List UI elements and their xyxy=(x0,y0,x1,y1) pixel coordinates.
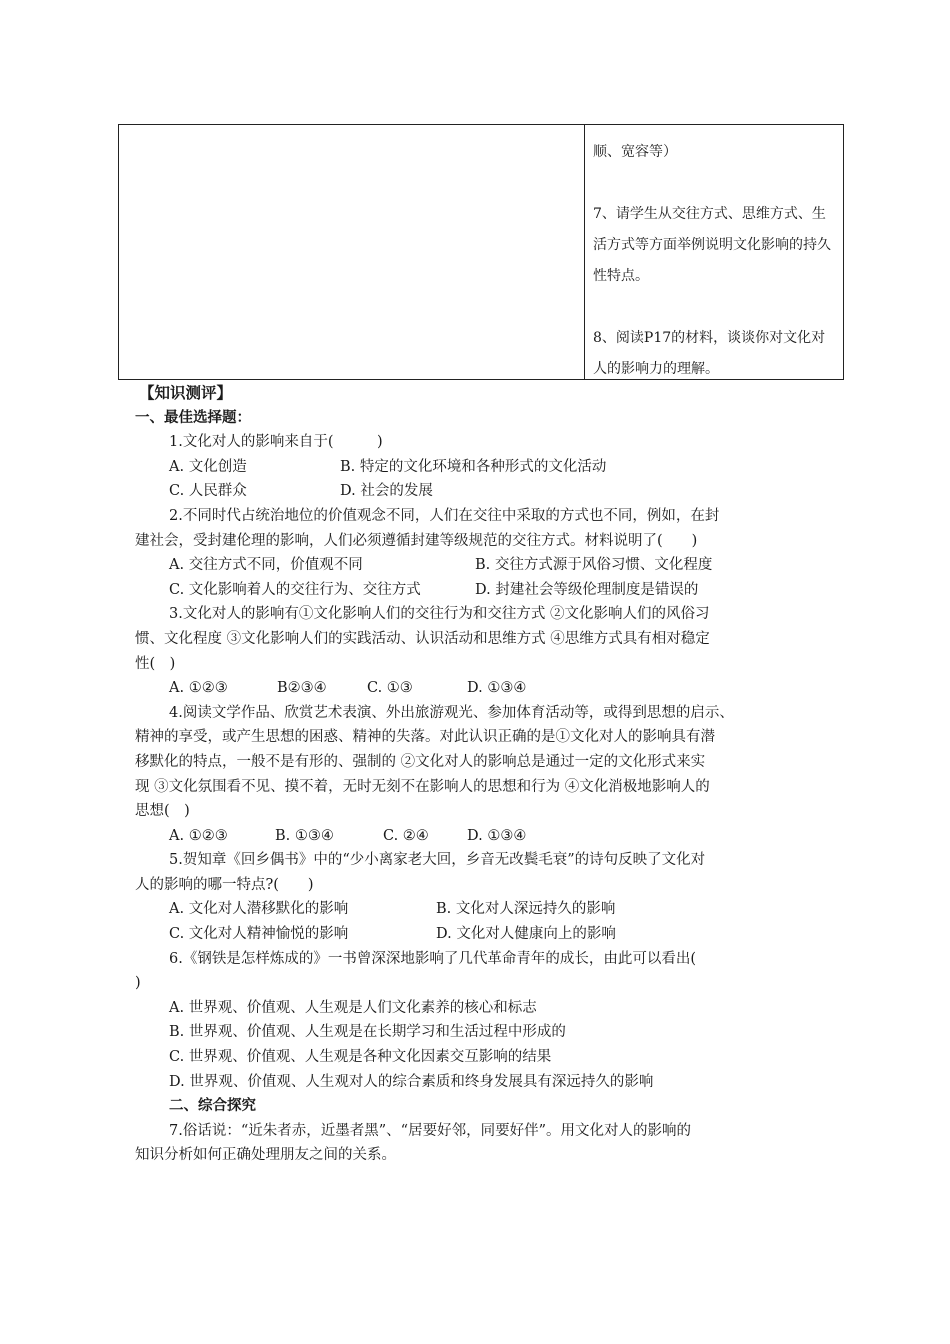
q5-option-d: D. 文化对人健康向上的影响 xyxy=(436,926,616,943)
assessment-section xyxy=(135,381,825,1168)
question-3-stem-line1: 3.文化对人的影响有①文化影响人们的交往行为和交往方式 ②文化影响人们的风俗习 xyxy=(169,606,710,623)
question-6-stem-line1: 6.《钢铁是怎样炼成的》一书曾深深地影响了几代革命青年的成长，由此可以看出( xyxy=(169,950,696,967)
question-4-stem-line2: 精神的享受，或产生思想的困惑、精神的失落。对此认识正确的是①文化对人的影响具有潜 xyxy=(135,729,715,746)
question-3-stem-line2: 惯、文化程度 ③文化影响人们的实践活动、认识活动和思维方式 ④思维方式具有相对稳定 xyxy=(135,630,710,647)
question-6-stem-line2: ) xyxy=(135,975,141,992)
question-5-stem-line2: 人的影响的哪一特点?( ) xyxy=(135,876,314,893)
q1-option-a: A. 文化创造 xyxy=(169,458,247,475)
q5-option-a: A. 文化对人潜移默化的影响 xyxy=(169,901,349,918)
question-7-stem-line2: 知识分析如何正确处理朋友之间的关系。 xyxy=(135,1147,396,1164)
question-2-options-row2 xyxy=(135,578,825,603)
q6-option-a: A. 世界观、价值观、人生观是人们文化素养的核心和标志 xyxy=(169,999,537,1016)
question-2-stem-line1: 2.不同时代占统治地位的价值观念不同，人们在交往中采取的方式也不同，例如，在封 xyxy=(169,507,720,524)
q2-option-a: A. 交往方式不同，价值观不同 xyxy=(169,557,363,574)
q1-option-b: B. 特定的文化环境和各种形式的文化活动 xyxy=(340,458,607,475)
q2-option-b: B. 交往方式源于风俗习惯、文化程度 xyxy=(475,557,713,574)
q6-option-b: B. 世界观、价值观、人生观是在长期学习和生活过程中形成的 xyxy=(169,1024,566,1041)
cell-text-line1: 顺、宽容等） xyxy=(593,144,677,160)
question-3-options xyxy=(135,676,825,701)
q5-option-b: B. 文化对人深远持久的影响 xyxy=(436,901,616,918)
part2-title: 二、综合探究 xyxy=(169,1098,256,1115)
q6-option-d: D. 世界观、价值观、人生观对人的综合素质和终身发展具有深远持久的影响 xyxy=(169,1073,654,1090)
q3-option-c: C. ①③ xyxy=(367,680,413,697)
question-4-stem-line4: 现 ③文化氛围看不见、摸不着，无时无刻不在影响人的思想和行为 ④文化消极地影响人的 xyxy=(135,778,710,795)
q4-option-a: A. ①②③ xyxy=(169,827,228,844)
q3-option-d: D. ①③④ xyxy=(467,680,527,697)
table-column-divider xyxy=(584,125,585,379)
q3-option-a: A. ①②③ xyxy=(169,680,228,697)
q2-option-d: D. 封建社会等级伦理制度是错误的 xyxy=(475,581,699,598)
question-7-stem-line1: 7.俗话说：“近朱者赤，近墨者黑”、“居要好邻，同要好伴”。用文化对人的影响的 xyxy=(169,1122,691,1139)
question-4-options xyxy=(135,824,825,849)
question-1-stem: 1.文化对人的影响来自于( ) xyxy=(169,434,383,451)
question-4-stem-line5: 思想( ) xyxy=(135,803,190,820)
question-3-stem-line3: 性( ) xyxy=(135,655,176,672)
cell-text-item7: 7、请学生从交往方式、思维方式、生活方式等方面举例说明文化影响的持久性特点。 xyxy=(593,206,831,284)
q6-option-c: C. 世界观、价值观、人生观是各种文化因素交互影响的结果 xyxy=(169,1049,552,1066)
cell-text-item8: 8、阅读P17的材料，谈谈你对文化对人的影响力的理解。 xyxy=(593,330,826,377)
q4-option-c: C. ②④ xyxy=(383,827,429,844)
part1-title: 一、最佳选择题： xyxy=(135,409,251,426)
question-2-options-row1 xyxy=(135,553,825,578)
q3-option-b: B②③④ xyxy=(277,680,327,697)
lesson-table xyxy=(118,124,844,380)
question-1-options-row2 xyxy=(135,479,825,504)
question-5-options-row2 xyxy=(135,922,825,947)
section-title: 【知识测评】 xyxy=(139,384,233,402)
q1-option-d: D. 社会的发展 xyxy=(340,483,433,500)
question-5-options-row1 xyxy=(135,897,825,922)
q4-option-d: D. ①③④ xyxy=(467,827,527,844)
question-2-stem-line2: 建社会，受封建伦理的影响，人们必须遵循封建等级规范的交往方式。材料说明了( ) xyxy=(135,532,698,549)
question-4-stem-line1: 4.阅读文学作品、欣赏艺术表演、外出旅游观光、参加体育活动等，或得到思想的启示、 xyxy=(169,704,734,721)
q1-option-c: C. 人民群众 xyxy=(169,483,247,500)
q4-option-b: B. ①③④ xyxy=(275,827,334,844)
q2-option-c: C. 文化影响着人的交往行为、交往方式 xyxy=(169,581,421,598)
question-4-stem-line3: 移默化的特点，一般不是有形的、强制的 ②文化对人的影响总是通过一定的文化形式来实 xyxy=(135,753,706,770)
question-5-stem-line1: 5.贺知章《回乡偶书》中的“少小离家老大回，乡音无改鬓毛衰”的诗句反映了文化对 xyxy=(169,852,706,869)
question-1-options-row1 xyxy=(135,455,825,480)
q5-option-c: C. 文化对人精神愉悦的影响 xyxy=(169,926,349,943)
